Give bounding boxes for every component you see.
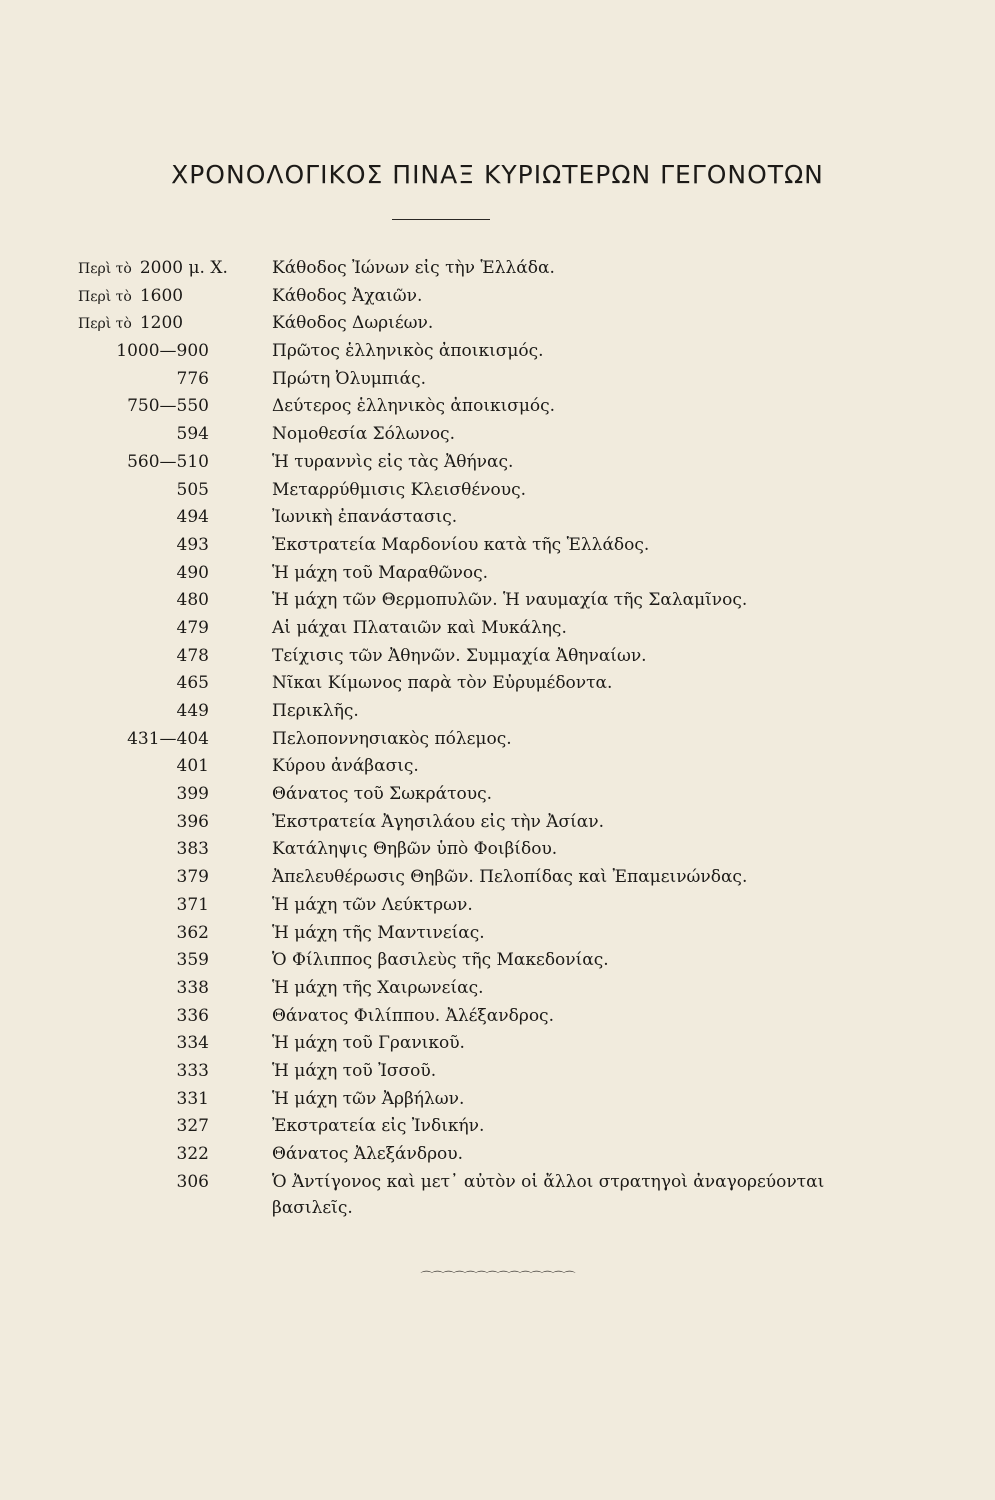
entry-text: Ἀπελευθέρωσις Θηβῶν. Πελοπίδας καὶ Ἐπαμεινώνδας. bbox=[272, 867, 748, 888]
table-row bbox=[0, 283, 995, 311]
entry-date: 399 bbox=[176, 784, 209, 805]
entry-date: 362 bbox=[176, 922, 209, 943]
entry-date: 334 bbox=[176, 1033, 209, 1054]
entry-text: Ἡ μάχη τῆς Μαντινείας. bbox=[272, 922, 485, 943]
chronology-table bbox=[0, 255, 995, 1221]
entry-text: Ἡ μάχη τῆς Χαιρωνείας. bbox=[272, 977, 484, 998]
entry-text: Ἡ μάχη τοῦ Ἰσσοῦ. bbox=[272, 1060, 437, 1081]
table-row bbox=[0, 836, 995, 864]
page-title: ΧΡΟΝΟΛΟΓΙΚΟΣ ΠΙΝΑΞ ΚΥΡΙΩΤΕΡΩΝ ΓΕΓΟΝΟΤΩΝ bbox=[171, 160, 824, 189]
entry-date: 336 bbox=[176, 1005, 209, 1026]
entry-text: Ἐκστρατεία εἰς Ἰνδικήν. bbox=[272, 1116, 485, 1137]
entry-date: 1000—900 bbox=[116, 341, 209, 362]
entry-date: 480 bbox=[176, 590, 209, 611]
entry-date: 750—550 bbox=[127, 396, 209, 417]
table-row bbox=[0, 615, 995, 643]
table-row bbox=[0, 753, 995, 781]
table-row bbox=[0, 421, 995, 449]
entry-text: Κάθοδος Δωριέων. bbox=[272, 313, 434, 334]
entry-text: Πρώτη Ὀλυμπιάς. bbox=[272, 368, 427, 389]
entry-date: 479 bbox=[176, 617, 209, 638]
entry-text: Ἡ μάχη τοῦ Γρανικοῦ. bbox=[272, 1033, 465, 1054]
table-row bbox=[0, 1113, 995, 1141]
entry-date: 338 bbox=[176, 977, 209, 998]
entry-date: 493 bbox=[176, 534, 209, 555]
entry-date: 331 bbox=[176, 1088, 209, 1109]
table-row bbox=[0, 366, 995, 394]
entry-text: Περικλῆς. bbox=[272, 701, 359, 721]
entry-date: Περὶ τὸ 1600 bbox=[78, 285, 184, 306]
table-row bbox=[0, 864, 995, 892]
table-row bbox=[0, 477, 995, 505]
entry-date: 449 bbox=[176, 701, 209, 721]
table-row bbox=[0, 1169, 995, 1221]
table-row bbox=[0, 532, 995, 560]
entry-date: Περὶ τὸ 2000 μ. Χ. bbox=[78, 258, 228, 278]
entry-text: Ἐκστρατεία Μαρδονίου κατὰ τῆς Ἑλλάδος. bbox=[272, 534, 650, 555]
table-row bbox=[0, 643, 995, 671]
table-row bbox=[0, 587, 995, 615]
entry-date: 322 bbox=[176, 1144, 209, 1164]
entry-date: 478 bbox=[176, 645, 209, 666]
entry-date: 431—404 bbox=[127, 728, 209, 749]
table-row bbox=[0, 504, 995, 532]
entry-text: Ἡ μάχη τῶν Ἀρβήλων. bbox=[272, 1088, 465, 1109]
table-row bbox=[0, 338, 995, 366]
entry-text: Ἡ μάχη τῶν Λεύκτρων. bbox=[272, 894, 473, 915]
entry-date: 371 bbox=[176, 894, 209, 915]
entry-date: 490 bbox=[176, 562, 209, 583]
table-row bbox=[0, 781, 995, 809]
entry-date: 396 bbox=[176, 811, 209, 832]
table-row bbox=[0, 255, 995, 283]
table-row bbox=[0, 1058, 995, 1086]
entry-text: Ὁ Φίλιππος βασιλεὺς τῆς Μακεδονίας. bbox=[272, 950, 609, 971]
table-row bbox=[0, 393, 995, 421]
entry-date: 401 bbox=[176, 756, 209, 777]
entry-text: Θάνατος Φιλίππου. Ἀλέξανδρος. bbox=[272, 1005, 554, 1026]
entry-text: Κάθοδος Ἀχαιῶν. bbox=[272, 285, 423, 306]
entry-text: Ὁ Ἀντίγονος καὶ μετ᾽ αὐτὸν οἱ ἄλλοι στρατηγοὶ ἀναγορεύονται βασιλεῖς. bbox=[272, 1171, 825, 1218]
entry-text: Πρῶτος ἑλληνικὸς ἀποικισμός. bbox=[272, 341, 544, 362]
entry-text: Αἱ μάχαι Πλαταιῶν καὶ Μυκάλης. bbox=[272, 617, 567, 638]
entry-date: 494 bbox=[176, 507, 209, 528]
entry-date: 505 bbox=[176, 479, 209, 500]
table-row bbox=[0, 449, 995, 477]
entry-date: 383 bbox=[176, 839, 209, 860]
entry-text: Ἡ μάχη τοῦ Μαραθῶνος. bbox=[272, 562, 489, 583]
entry-text: Νῖκαι Κίμωνος παρὰ τὸν Εὐρυμέδοντα. bbox=[272, 673, 613, 694]
title-rule bbox=[392, 219, 490, 220]
table-row bbox=[0, 1141, 995, 1169]
entry-date: 333 bbox=[176, 1060, 209, 1081]
table-row bbox=[0, 726, 995, 754]
table-row bbox=[0, 975, 995, 1003]
entry-date: 379 bbox=[176, 867, 209, 888]
table-row bbox=[0, 560, 995, 588]
entry-text: Μεταρρύθμισις Κλεισθένους. bbox=[272, 479, 526, 500]
table-row bbox=[0, 698, 995, 726]
table-row bbox=[0, 670, 995, 698]
entry-date: Περὶ τὸ 1200 bbox=[78, 313, 184, 334]
entry-text: Κύρου ἀνάβασις. bbox=[272, 756, 419, 777]
table-row bbox=[0, 1030, 995, 1058]
entry-date: 560—510 bbox=[127, 451, 209, 472]
entry-date: 465 bbox=[176, 673, 209, 694]
entry-date: 327 bbox=[176, 1116, 209, 1137]
entry-text: Θάνατος τοῦ Σωκράτους. bbox=[272, 784, 493, 805]
table-row bbox=[0, 1086, 995, 1114]
table-row bbox=[0, 1003, 995, 1031]
end-ornament: ⌒⌒⌒⌒⌒⌒⌒⌒⌒⌒⌒⌒⌒⌒ bbox=[420, 1270, 575, 1284]
entry-date: 306 bbox=[176, 1171, 209, 1192]
entry-text: Νομοθεσία Σόλωνος. bbox=[272, 424, 455, 445]
entry-text: Κάθοδος Ἰώνων εἰς τὴν Ἑλλάδα. bbox=[272, 258, 555, 278]
table-row bbox=[0, 947, 995, 975]
entry-text: Θάνατος Ἀλεξάνδρου. bbox=[272, 1144, 464, 1164]
table-row bbox=[0, 920, 995, 948]
table-row bbox=[0, 809, 995, 837]
entry-date: 776 bbox=[176, 368, 209, 389]
entry-date: 594 bbox=[176, 424, 209, 445]
entry-text: Ἰωνικὴ ἐπανάστασις. bbox=[272, 507, 458, 528]
entry-text: Πελοποννησιακὸς πόλεμος. bbox=[272, 728, 512, 749]
table-row bbox=[0, 892, 995, 920]
entry-text: Κατάληψις Θηβῶν ὑπὸ Φοιβίδου. bbox=[272, 839, 558, 860]
entry-text: Ἐκστρατεία Ἀγησιλάου εἰς τὴν Ἀσίαν. bbox=[272, 811, 604, 832]
entry-text: Δεύτερος ἑλληνικὸς ἀποικισμός. bbox=[272, 396, 556, 417]
entry-text: Ἡ μάχη τῶν Θερμοπυλῶν. Ἡ ναυμαχία τῆς Σαλαμῖνος. bbox=[272, 590, 748, 611]
entry-text: Ἡ τυραννὶς εἰς τὰς Ἀθήνας. bbox=[272, 451, 514, 472]
entry-text: Τείχισις τῶν Ἀθηνῶν. Συμμαχία Ἀθηναίων. bbox=[272, 645, 647, 666]
table-row bbox=[0, 310, 995, 338]
entry-date: 359 bbox=[176, 950, 209, 971]
